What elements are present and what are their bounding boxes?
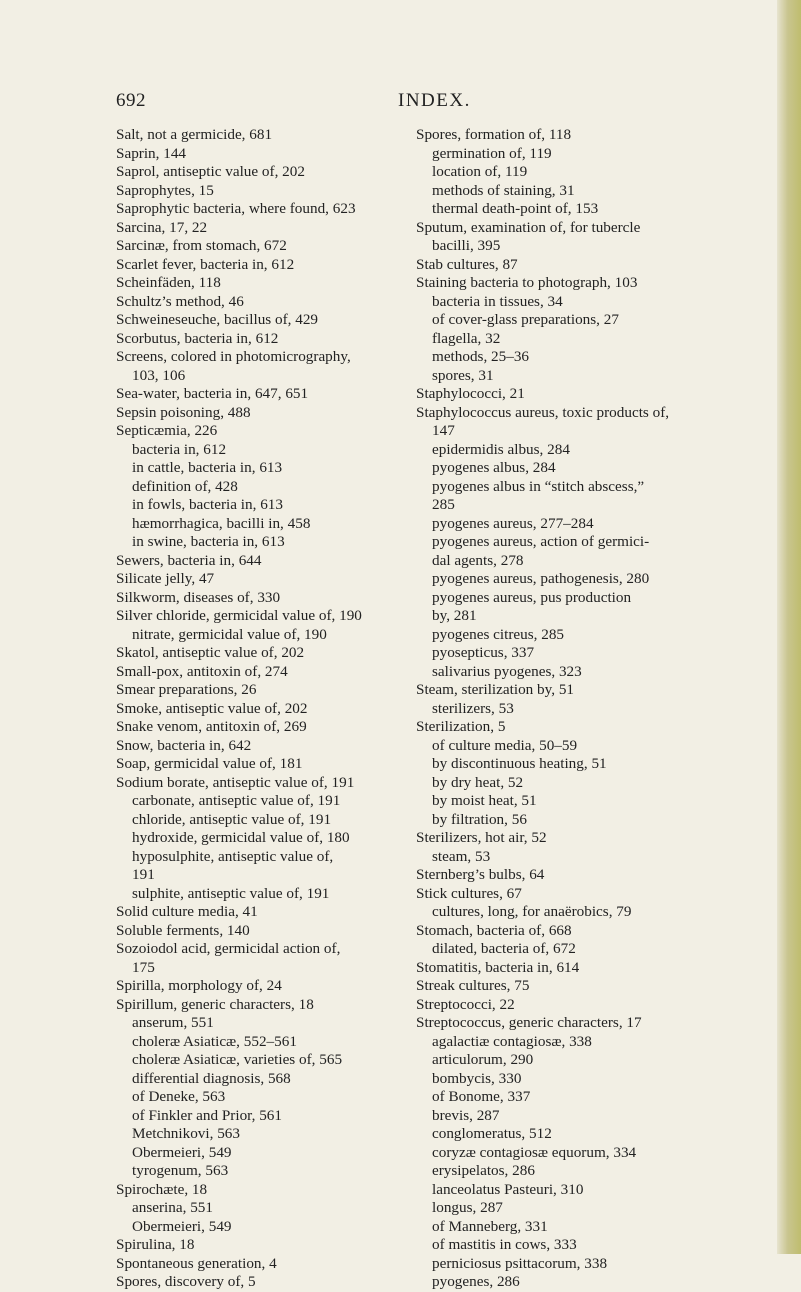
- index-subentry: anserum, 551: [132, 1014, 214, 1031]
- index-subentry: 191: [132, 866, 155, 883]
- index-subentry: choleræ Asiaticæ, varieties of, 565: [132, 1051, 343, 1068]
- index-subentry: 103, 106: [132, 366, 186, 384]
- index-subentry: pyogenes albus, 284: [432, 459, 556, 476]
- index-subentry: Obermeieri, 549: [132, 1217, 232, 1235]
- index-subentry: steam, 53: [432, 847, 491, 865]
- index-subentry: tyrogenum, 563: [132, 1162, 229, 1179]
- index-entry: Snow, bacteria in, 642: [116, 736, 252, 754]
- index-subentry: bacteria in tissues, 34: [432, 292, 563, 310]
- index-column-right: [416, 126, 746, 1292]
- index-subentry: agalactiæ contagiosæ, 338: [432, 1032, 592, 1050]
- index-subentry: of Bonome, 337: [432, 1088, 531, 1105]
- index-entry: Skatol, antiseptic value of, 202: [116, 644, 305, 661]
- index-entry: Sozoiodol acid, germicidal action of,: [116, 940, 341, 957]
- index-subentry: of Deneke, 563: [132, 1088, 226, 1105]
- index-subentry: 285: [432, 496, 455, 513]
- index-subentry: chloride, antiseptic value of, 191: [132, 810, 332, 828]
- index-entry: Silicate jelly, 47: [116, 570, 215, 587]
- index-subentry: in swine, bacteria in, 613: [132, 533, 285, 550]
- index-entry: Saprin, 144: [116, 144, 187, 162]
- index-subentry: of Manneberg, 331: [432, 1217, 548, 1235]
- index-entry: Sarcinæ, from stomach, 672: [116, 237, 287, 254]
- index-entry: Stick cultures, 67: [416, 884, 522, 902]
- index-subentry: by moist heat, 51: [432, 792, 537, 809]
- index-subentry: nitrate, germicidal value of, 190: [132, 625, 327, 643]
- index-subentry: of culture media, 50–59: [432, 736, 578, 754]
- index-entry: Sewers, bacteria in, 644: [116, 551, 262, 569]
- index-subentry: bacilli, 395: [432, 237, 501, 254]
- index-entry: Sarcina, 17, 22: [116, 218, 208, 236]
- index-subentry: dilated, bacteria of, 672: [432, 940, 576, 957]
- index-entry: Smoke, antiseptic value of, 202: [116, 699, 308, 717]
- index-subentry: methods of staining, 31: [432, 181, 575, 199]
- index-subentry: pyogenes aureus, pus production: [432, 588, 632, 606]
- index-subentry: bacteria in, 612: [132, 440, 227, 458]
- index-entry: Snake venom, antitoxin of, 269: [116, 718, 307, 735]
- index-entry: Scheinfäden, 118: [116, 274, 221, 291]
- index-subentry: articulorum, 290: [432, 1051, 534, 1068]
- index-subentry: anserina, 551: [132, 1199, 213, 1216]
- index-entry: Salt, not a germicide, 681: [116, 126, 273, 143]
- index-entry: Schultz’s method, 46: [116, 292, 244, 310]
- index-subentry: coryzæ contagiosæ equorum, 334: [432, 1143, 637, 1161]
- index-subentry: spores, 31: [432, 366, 494, 384]
- index-subentry: location of, 119: [432, 163, 528, 180]
- index-entry: Soap, germicidal value of, 181: [116, 755, 303, 772]
- index-subentry: by dry heat, 52: [432, 773, 524, 791]
- index-subentry: pyosepticus, 337: [432, 644, 535, 661]
- index-subentry: by filtration, 56: [432, 810, 527, 828]
- index-entry: Solid culture media, 41: [116, 903, 258, 920]
- index-entry: Staphylococcus aureus, toxic products of,: [416, 403, 670, 421]
- index-entry: Silver chloride, germicidal value of, 190: [116, 607, 362, 624]
- index-entry: Scarlet fever, bacteria in, 612: [116, 255, 295, 273]
- index-entry: Saprophytes, 15: [116, 181, 214, 199]
- index-subentry: by, 281: [432, 607, 477, 624]
- index-entry: Soluble ferments, 140: [116, 921, 250, 939]
- index-subentry: pyogenes citreus, 285: [432, 625, 565, 643]
- index-entry: Scorbutus, bacteria in, 612: [116, 329, 279, 347]
- index-entry: Staphylococci, 21: [416, 385, 525, 402]
- index-entry: Spontaneous generation, 4: [116, 1254, 277, 1272]
- index-entry: Spirillum, generic characters, 18: [116, 995, 314, 1013]
- index-entry: Schweineseuche, bacillus of, 429: [116, 311, 319, 328]
- index-entry: Steam, sterilization by, 51: [416, 681, 575, 698]
- index-entry: Screens, colored in photomicrography,: [116, 348, 351, 365]
- index-entry: Sterilizers, hot air, 52: [416, 829, 547, 846]
- index-entry: Saprophytic bacteria, where found, 623: [116, 200, 356, 217]
- index-subentry: lanceolatus Pasteuri, 310: [432, 1180, 584, 1198]
- index-entry: Stab cultures, 87: [416, 255, 518, 273]
- index-subentry: Obermeieri, 549: [132, 1143, 232, 1161]
- index-entry: Sea-water, bacteria in, 647, 651: [116, 385, 309, 402]
- index-entry: Staining bacteria to photograph, 103: [416, 274, 638, 291]
- index-subentry: pyogenes aureus, 277–284: [432, 514, 594, 532]
- index-subentry: 147: [432, 422, 455, 439]
- index-subentry: thermal death-point of, 153: [432, 200, 599, 217]
- index-subentry: perniciosus psittacorum, 338: [432, 1254, 608, 1272]
- index-entry: Small-pox, antitoxin of, 274: [116, 662, 288, 680]
- index-subentry: methods, 25–36: [432, 348, 530, 365]
- page-header: [0, 90, 801, 116]
- index-subentry: hyposulphite, antiseptic value of,: [132, 847, 334, 865]
- index-subentry: salivarius pyogenes, 323: [432, 662, 582, 680]
- index-subentry: Metchnikovi, 563: [132, 1125, 240, 1142]
- index-subentry: differential diagnosis, 568: [132, 1069, 291, 1087]
- page-edge: [777, 0, 801, 1254]
- index-subentry: in cattle, bacteria in, 613: [132, 459, 283, 476]
- index-entry: Sodium borate, antiseptic value of, 191: [116, 773, 355, 791]
- index-subentry: pyogenes aureus, action of germici-: [432, 533, 650, 550]
- index-entry: Sputum, examination of, for tubercle: [416, 218, 641, 236]
- index-entry: Spirochæte, 18: [116, 1180, 208, 1198]
- index-subentry: choleræ Asiaticæ, 552–561: [132, 1032, 297, 1050]
- index-entry: Stomach, bacteria of, 668: [416, 921, 572, 939]
- index-entry: Spores, formation of, 118: [416, 126, 572, 143]
- running-title: INDEX.: [398, 90, 471, 111]
- index-subentry: longus, 287: [432, 1199, 503, 1216]
- index-subentry: pyogenes, 286: [432, 1273, 520, 1290]
- index-subentry: carbonate, antiseptic value of, 191: [132, 792, 341, 809]
- page-number: 692: [116, 90, 146, 111]
- index-subentry: pyogenes albus in “stitch abscess,”: [432, 477, 645, 495]
- index-subentry: hydroxide, germicidal value of, 180: [132, 829, 350, 846]
- index-subentry: dal agents, 278: [432, 551, 524, 569]
- index-subentry: brevis, 287: [432, 1106, 500, 1124]
- index-entry: Silkworm, diseases of, 330: [116, 588, 281, 606]
- index-entry: Spores, discovery of, 5: [116, 1273, 256, 1290]
- index-subentry: 175: [132, 958, 155, 976]
- index-entry: Saprol, antiseptic value of, 202: [116, 163, 305, 180]
- index-subentry: of Finkler and Prior, 561: [132, 1106, 282, 1124]
- index-subentry: cultures, long, for anaërobics, 79: [432, 903, 632, 920]
- index-subentry: sulphite, antiseptic value of, 191: [132, 884, 330, 902]
- index-subentry: sterilizers, 53: [432, 699, 514, 717]
- index-subentry: bombycis, 330: [432, 1069, 522, 1087]
- index-subentry: by discontinuous heating, 51: [432, 755, 607, 772]
- index-subentry: hæmorrhagica, bacilli in, 458: [132, 514, 311, 532]
- index-subentry: pyogenes aureus, pathogenesis, 280: [432, 570, 650, 587]
- index-subentry: flagella, 32: [432, 329, 501, 347]
- index-entry: Smear preparations, 26: [116, 681, 257, 698]
- index-subentry: germination of, 119: [432, 144, 552, 162]
- index-entry: Sterilization, 5: [416, 718, 506, 735]
- index-subentry: definition of, 428: [132, 477, 238, 495]
- index-entry: Spirilla, morphology of, 24: [116, 977, 282, 994]
- index-subentry: conglomeratus, 512: [432, 1125, 552, 1142]
- index-subentry: of cover-glass preparations, 27: [432, 311, 619, 328]
- index-entry: Spirulina, 18: [116, 1236, 195, 1253]
- index-entry: Streptococci, 22: [416, 995, 515, 1013]
- index-entry: Streptococcus, generic characters, 17: [416, 1014, 642, 1031]
- index-entry: Streak cultures, 75: [416, 977, 530, 994]
- index-subentry: erysipelatos, 286: [432, 1162, 535, 1179]
- index-subentry: in fowls, bacteria in, 613: [132, 496, 283, 513]
- index-column-left: [116, 126, 446, 1292]
- index-entry: Septicæmia, 226: [116, 422, 218, 439]
- index-subentry: epidermidis albus, 284: [432, 440, 570, 458]
- index-entry: Sternberg’s bulbs, 64: [416, 866, 545, 883]
- index-entry: Sepsin poisoning, 488: [116, 403, 251, 421]
- index-entry: Stomatitis, bacteria in, 614: [416, 958, 580, 976]
- index-subentry: of mastitis in cows, 333: [432, 1236, 577, 1253]
